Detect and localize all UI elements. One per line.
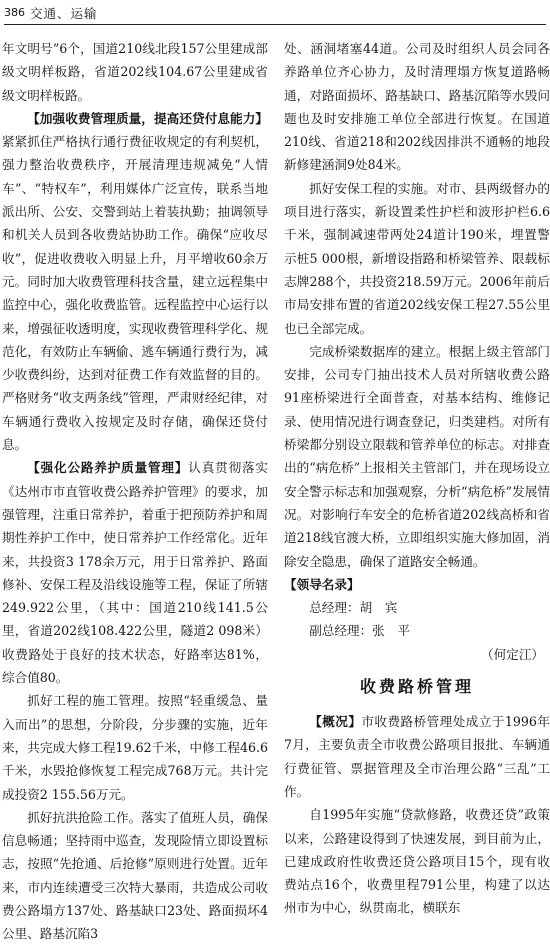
paragraph-flood-continued: 处、涵洞堵塞44道。公司及时组织人员会同各养路单位齐心协力，及时清理塌方恢复道路畅通，对路面损坏、路基缺口、路基沉陷等水毁问题也及时安排施工单位全部进行恢复。在国道210线、省道218和202线因排洪不通畅的地段新修建涵洞9处84米。 — [284, 41, 550, 173]
paragraph-civil-model-road: 年文明号”6个，国道210线北段157公里建成部级文明样板路，省道202线104.67公里建成省级文明样板路。 — [2, 41, 268, 103]
page-number: 386 — [4, 6, 25, 19]
section-heading-leaders: 【领导名录】 — [284, 576, 360, 592]
author-credit: （何定江） — [481, 646, 544, 662]
section-heading-overview: 【概况】 — [309, 714, 362, 730]
paragraph-bridge-database: 完成桥梁数据库的建立。根据上级主管部门安排，公司专门抽出技术人员对所辖收费公路91座桥梁进行全面普查，对基本结构、维修记录、使用情况进行调查登记，归类建档。对所有桥梁都分别设立限载和管养单位的标志。对排查出的“病危桥”上报相关主管部门，并在现场设立安全警示标志和加强观察，分析“病危桥”发展情况。对影响行车安全的危桥省道202线高桥和省道218线官渡大桥，立即组织实施大修加固，消除安全隐患，确保了道路安全畅通。 — [284, 343, 550, 569]
paragraph-flood-response: 抓好抗洪抢险工作。落实了值班人员，确保信息畅通；坚持雨中巡查，发现险情立即设置标志，按照“先抢通、后抢修”原则进行处置。近年来，市内连续遭受三次特大暴雨，共造成公司收费公路塌方137处、路基缺口23处、路面损坏4公里、路基沉陷3 — [2, 809, 268, 942]
paragraph-body: 市收费路桥管理处成立于1996年7月，主要负责全市收费公路项目报批、车辆通行费征管、票据管理及全市治理公路“三乱”工作。 — [284, 714, 550, 799]
section-title-toll-bridge-management: 收费路桥管理 — [359, 677, 474, 697]
paragraph-body: 认真贯彻落实《达州市市直管收费公路养护管理》的要求，加强管理，注重日常养护，着重于把预防养护和周期性养护工作中，使日常养护工作经常化。近年来，共投资3 178余万元，用于日常养护、路面修补、安保工程及沿线设施等工程，保证了所辖249.922公里，（其中：国道210线141.5公里，省道202线108.422公里，隧道2 098米）收费路处于良好的技术状态，好路率达81%，综合值80。 — [2, 460, 269, 686]
paragraph-safety-works: 抓好安保工程的实施。对市、县两级督办的项目进行落实，新设置柔性护栏和波形护栏6.6千米，强制减速带两处24道计190米，埋置警示桩5 000根，新增设指路和桥梁管养、限载标志牌288个，共投资218.59万元。2006年前后市局安排布置的省道202线安保工程27.55公里也已全部完成。 — [284, 180, 550, 336]
paragraph-toll-management — [2, 107, 268, 456]
left-column — [2, 37, 268, 946]
paragraph-overview — [284, 710, 550, 803]
paragraph-construction-management: 抓好工程的施工管理。按照“轻重缓急、量入而出”的思想，分阶段，分步骤的实施，近年来，共完成大修工程19.62千米，中修工程46.6千米，水毁抢修恢复工程完成768万元。共计完成投资2 155.56万元。 — [2, 693, 268, 802]
leader-deputy-general-manager: 副总经理：张 平 — [309, 623, 410, 639]
section-heading-road-maintenance: 【强化公路养护质量管理】 — [27, 460, 189, 476]
right-column — [284, 37, 550, 920]
paragraph-loan-policy: 自1995年实施“贷款修路，收费还贷”政策以来，公路建设得到了快速发展，到目前为止，已建成政府性收费还贷公路项目15个，现有收费站点16个，收费里程791公里，构建了以达州市为中心，纵贯南北，横联东 — [284, 807, 550, 916]
section-heading-toll-management: 【加强收费管理质量，提高还贷付息能力】 — [27, 110, 268, 126]
running-title: 交通、运输 — [30, 6, 98, 21]
paragraph-road-maintenance — [2, 456, 268, 689]
leader-general-manager: 总经理：胡 宾 — [309, 600, 398, 616]
paragraph-body: 紧紧抓住严格执行通行费征收规定的有利契机，强力整治收费秩序，开展清理违规减免“人情车”、“特权车”，利用媒体广泛宣传，联系当地派出所、公安、交警到站上着装执勤；抽调领导和机关人员到各收费站协助工作。确保“应收尽收”，促进收费收入明显上升，月平增收60余万元。同时加大收费管理科技含量，建立远程集中监控中心，强化收费监管。远程监控中心运行以来，增强征收透明度，实现收费管理科学化、规范化，有效防止车辆偷、逃车辆通行费行为，减少收费纠纷，达到对征费工作有效监督的目的。严格财务“收支两条线”管理，严肃财经纪律，对车辆通行费收入按规定及时存储，确保还贷付息。 — [2, 134, 268, 453]
running-header — [4, 2, 546, 25]
